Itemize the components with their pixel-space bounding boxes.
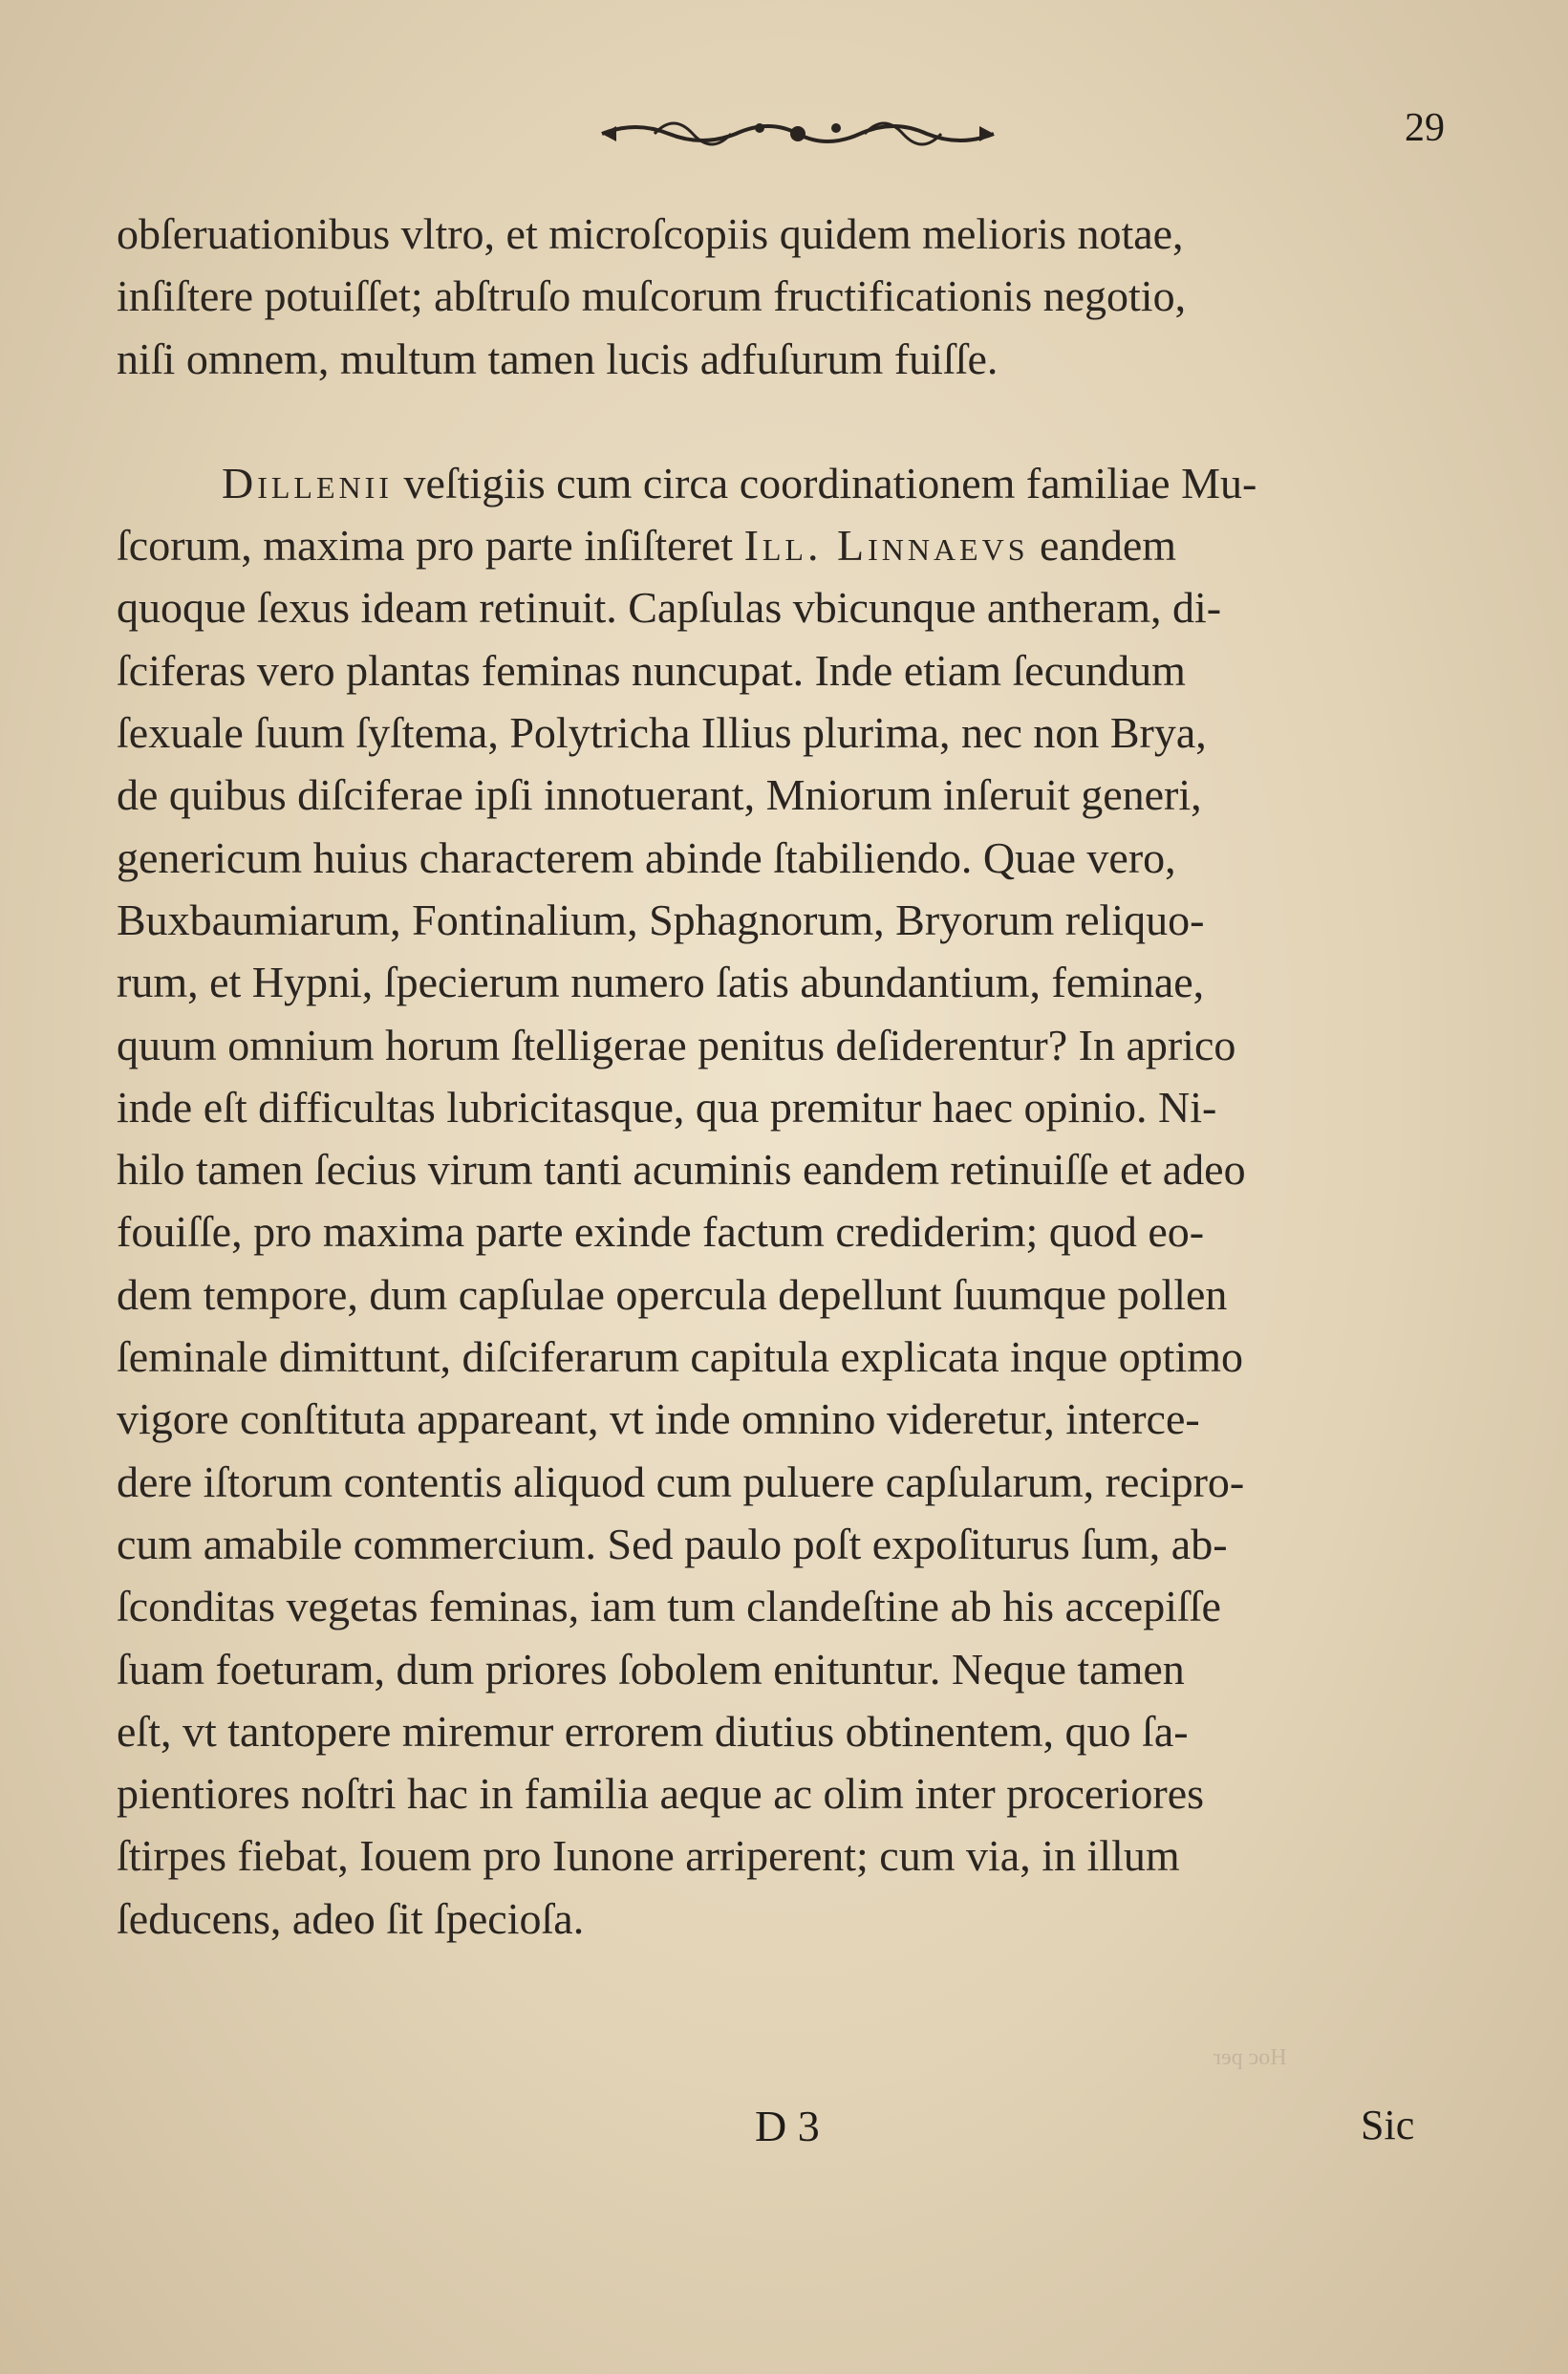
- text-line: fouiſſe, pro maxima parte exinde factum crediderim; quod eo-: [117, 1207, 1205, 1257]
- text-line: [117, 514, 1454, 576]
- text-line: ſeducens, adeo ſit ſpecioſa.: [117, 1893, 585, 1943]
- text-line: hilo tamen ſecius virum tanti acuminis eandem retinuiſſe et adeo: [117, 1145, 1246, 1195]
- text-line: Buxbaumiarum, Fontinalium, Sphagnorum, Bryorum reliquo-: [117, 895, 1205, 944]
- text-line: quum omnium horum ſtelligerae penitus deſiderentur? In aprico: [117, 1020, 1236, 1069]
- text-line: cum amabile commercium. Sed paulo poſt expoſiturus ſum, ab-: [117, 1519, 1228, 1568]
- text-line: de quibus diſciferae ipſi innotuerant, Mniorum inſeruit generi,: [117, 770, 1202, 820]
- text-line: ſtirpes fiebat, Iouem pro Iunone arriperent; cum via, in illum: [117, 1831, 1180, 1881]
- text-line: ſciferas vero plantas feminas nuncupat. Inde etiam ſecundum: [117, 645, 1186, 695]
- text-line: [117, 452, 1454, 514]
- text-line: vigore conſtituta appareant, vt inde omnino videretur, interce-: [117, 1394, 1200, 1444]
- text-line: rum, et Hypni, ſpecierum numero ſatis abundantium, feminae,: [117, 958, 1205, 1007]
- text-line: ſeminale dimittunt, diſciferarum capitula explicata inque optimo: [117, 1332, 1244, 1382]
- signature-mark: D 3: [755, 2102, 820, 2150]
- headpiece-ornament: [597, 107, 999, 161]
- text-fragment: eandem: [1028, 521, 1177, 571]
- text-fragment: veſtigiis cum circa coordinationem familiae Mu-: [392, 458, 1257, 507]
- main-text: [117, 203, 1454, 1950]
- paragraph-gap: [117, 390, 1454, 452]
- text-line: eſt, vt tantopere miremur errorem diutius obtinentem, quo ſa-: [117, 1706, 1189, 1756]
- text-line: dere iſtorum contentis aliquod cum puluere capſularum, recipro-: [117, 1457, 1245, 1506]
- text-line: ſuam foeturam, dum priores ſobolem enituntur. Neque tamen: [117, 1644, 1185, 1694]
- text-line: quoque ſexus ideam retinuit. Capſulas vbicunque antheram, di-: [117, 583, 1222, 633]
- catchword: Sic: [1361, 2102, 1415, 2148]
- text-line: obſeruationibus vltro, et microſcopiis quidem melioris notae,: [117, 209, 1184, 258]
- page-number: 29: [1405, 106, 1445, 150]
- text-line: inde eſt difficultas lubricitasque, qua premitur haec opinio. Ni-: [117, 1082, 1217, 1132]
- text-line: dem tempore, dum capſulae opercula depellunt ſuumque pollen: [117, 1269, 1228, 1319]
- text-fragment: ſcorum, maxima pro parte inſiſteret: [117, 521, 744, 571]
- author-name: Ill. Linnaevs: [743, 521, 1029, 571]
- text-line: ſexuale ſuum ſyſtema, Polytricha Illius plurima, nec non Brya,: [117, 708, 1207, 758]
- text-line: niſi omnem, multum tamen lucis adfuſurum fuiſſe.: [117, 334, 999, 383]
- bleed-through-text: Hoc per: [1214, 2045, 1287, 2070]
- text-line: pientiores noſtri hac in familia aeque ac olim inter proceriores: [117, 1769, 1205, 1819]
- text-line: inſiſtere potuiſſet; abſtruſo muſcorum fructificationis negotio,: [117, 271, 1187, 321]
- author-name: Dillenii: [222, 458, 393, 507]
- text-line: ſconditas vegetas feminas, iam tum clandeſtine ab his accepiſſe: [117, 1582, 1221, 1631]
- text-line: genericum huius characterem abinde ſtabiliendo. Quae vero,: [117, 832, 1176, 882]
